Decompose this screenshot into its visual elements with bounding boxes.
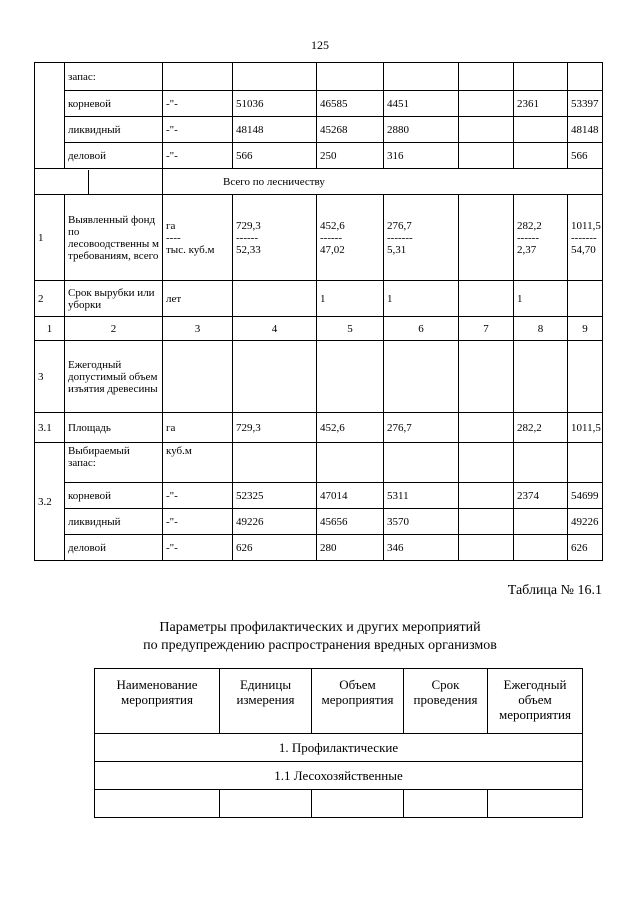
table-cell: -"- — [163, 535, 233, 561]
table-cell — [568, 63, 603, 91]
table-cell — [459, 535, 514, 561]
row-number: 2 — [35, 281, 65, 317]
table-row — [95, 790, 583, 818]
table-cell: 54699 — [568, 483, 603, 509]
table-row — [35, 281, 603, 317]
table-cell — [384, 443, 459, 483]
table-cell — [514, 341, 568, 413]
table-cell — [317, 443, 384, 483]
table-cell: -"- — [163, 143, 233, 169]
table-cell: 1011,5 — [568, 413, 603, 443]
table-cell: 276,7 ------- 5,31 — [384, 195, 459, 281]
column-number: 3 — [163, 317, 233, 341]
table-cell: 45268 — [317, 117, 384, 143]
forest-resources-table — [34, 62, 603, 561]
table-cell: 346 — [384, 535, 459, 561]
table-cell — [35, 169, 163, 195]
table-row — [35, 117, 603, 143]
table-title-line-1: Параметры профилактических и других мероприятий — [159, 620, 481, 635]
table-cell: 48148 — [568, 117, 603, 143]
table-cell — [459, 443, 514, 483]
table-cell: -"- — [163, 483, 233, 509]
table-cell: лет — [163, 281, 233, 317]
table-cell: 282,2 — [514, 413, 568, 443]
table-cell — [220, 790, 312, 818]
table-cell: 280 — [317, 535, 384, 561]
table-cell: 316 — [384, 143, 459, 169]
table-cell: Ежегодный допустимый объем изъятия древесины — [65, 341, 163, 413]
table-row — [35, 91, 603, 117]
page-number: 125 — [311, 38, 329, 52]
column-header: Срок проведения — [404, 669, 488, 734]
table-cell: 276,7 — [384, 413, 459, 443]
table-cell — [459, 117, 514, 143]
table-cell — [568, 281, 603, 317]
table-cell — [459, 91, 514, 117]
table-cell: 2374 — [514, 483, 568, 509]
column-number: 5 — [317, 317, 384, 341]
table-row — [35, 535, 603, 561]
table-cell — [568, 341, 603, 413]
column-header: Наименование мероприятия — [95, 669, 220, 734]
table-cell: Выявленный фонд по лесовоодственны м требованиям, всего — [65, 195, 163, 281]
column-header: Ежегодный объем мероприятия — [488, 669, 583, 734]
table-cell: корневой — [65, 91, 163, 117]
row-number: 3 — [35, 341, 65, 413]
table-cell — [488, 790, 583, 818]
table-cell — [404, 790, 488, 818]
table-cell — [384, 341, 459, 413]
table-row — [35, 63, 603, 91]
table-cell: -"- — [163, 117, 233, 143]
table-cell: 452,6 — [317, 413, 384, 443]
table-cell — [459, 509, 514, 535]
column-number-row — [35, 317, 603, 341]
section-title: 1. Профилактические — [95, 734, 583, 762]
table-cell — [459, 195, 514, 281]
table-cell: 626 — [233, 535, 317, 561]
table-row — [35, 341, 603, 413]
column-number: 9 — [568, 317, 603, 341]
table-cell: 1 — [317, 281, 384, 317]
row-number: 3.2 — [35, 443, 65, 561]
section-title: 1.1 Лесохозяйственные — [95, 762, 583, 790]
table-cell — [312, 790, 404, 818]
row-number: 3.1 — [35, 413, 65, 443]
table-cell: Выбираемый запас: — [65, 443, 163, 483]
table-cell: 3570 — [384, 509, 459, 535]
table-cell: 1011,5 ------- 54,70 — [568, 195, 603, 281]
table-cell: Срок вырубки или уборки — [65, 281, 163, 317]
table-cell: 4451 — [384, 91, 459, 117]
table-cell — [95, 790, 220, 818]
table-cell — [514, 509, 568, 535]
table-cell: 2880 — [384, 117, 459, 143]
table-cell — [233, 63, 317, 91]
table-cell: 5311 — [384, 483, 459, 509]
section-row — [95, 734, 583, 762]
table-cell: 452,6 ------ 47,02 — [317, 195, 384, 281]
table-cell — [568, 443, 603, 483]
table-cell: деловой — [65, 143, 163, 169]
table-cell — [459, 341, 514, 413]
table-cell — [514, 143, 568, 169]
table-cell: Площадь — [65, 413, 163, 443]
measures-table — [94, 668, 583, 818]
table-row — [35, 143, 603, 169]
table-cell: ликвидный — [65, 117, 163, 143]
table-cell: куб.м — [163, 443, 233, 483]
table-cell: 729,3 — [233, 413, 317, 443]
table-row — [35, 443, 603, 483]
table-row — [35, 413, 603, 443]
table-cell: 52325 — [233, 483, 317, 509]
table-cell: 250 — [317, 143, 384, 169]
table-cell: 47014 — [317, 483, 384, 509]
table-cell: -"- — [163, 91, 233, 117]
table-cell: га ---- тыс. куб.м — [163, 195, 233, 281]
row-number: 1 — [35, 195, 65, 281]
column-number: 1 — [35, 317, 65, 341]
table-cell: 282,2 ------ 2,37 — [514, 195, 568, 281]
table-cell — [163, 63, 233, 91]
column-number: 7 — [459, 317, 514, 341]
table-cell — [514, 117, 568, 143]
column-number: 8 — [514, 317, 568, 341]
table-cell: 49226 — [568, 509, 603, 535]
table-cell: 1 — [514, 281, 568, 317]
table-cell — [317, 341, 384, 413]
column-header: Объем мероприятия — [312, 669, 404, 734]
table-cell — [317, 63, 384, 91]
table-cell: корневой — [65, 483, 163, 509]
section-row — [95, 762, 583, 790]
table-row — [35, 195, 603, 281]
table-row — [35, 509, 603, 535]
table-caption: Таблица № 16.1 — [507, 583, 602, 598]
table-row — [35, 483, 603, 509]
table-cell: ликвидный — [65, 509, 163, 535]
table-cell — [35, 63, 65, 169]
table-cell: 2361 — [514, 91, 568, 117]
table-cell — [384, 63, 459, 91]
table-cell: га — [163, 413, 233, 443]
table-cell — [514, 63, 568, 91]
table-cell — [459, 63, 514, 91]
table-cell — [233, 443, 317, 483]
column-number: 2 — [65, 317, 163, 341]
table-cell: 626 — [568, 535, 603, 561]
table-cell: 48148 — [233, 117, 317, 143]
section-row — [35, 169, 603, 195]
table-cell — [233, 341, 317, 413]
section-title: Всего по лесничеству — [163, 169, 603, 195]
table-cell: запас: — [65, 63, 163, 91]
table-cell — [514, 443, 568, 483]
table-cell: 51036 — [233, 91, 317, 117]
table-cell: -"- — [163, 509, 233, 535]
table-cell: деловой — [65, 535, 163, 561]
column-number: 4 — [233, 317, 317, 341]
table-cell — [459, 281, 514, 317]
column-header: Единицы измерения — [220, 669, 312, 734]
table-cell: 53397 — [568, 91, 603, 117]
table-cell — [459, 483, 514, 509]
column-number: 6 — [384, 317, 459, 341]
table-cell — [233, 281, 317, 317]
table-cell — [163, 341, 233, 413]
header-row — [95, 669, 583, 734]
table-cell — [459, 413, 514, 443]
table-cell: 49226 — [233, 509, 317, 535]
table-cell: 46585 — [317, 91, 384, 117]
table-cell — [459, 143, 514, 169]
table-cell — [514, 535, 568, 561]
table-cell: 1 — [384, 281, 459, 317]
table-cell: 729,3 ------ 52,33 — [233, 195, 317, 281]
table-cell: 566 — [233, 143, 317, 169]
table-cell: 45656 — [317, 509, 384, 535]
table-cell: 566 — [568, 143, 603, 169]
table-title-line-2: по предупреждению распространения вредных организмов — [143, 638, 497, 653]
